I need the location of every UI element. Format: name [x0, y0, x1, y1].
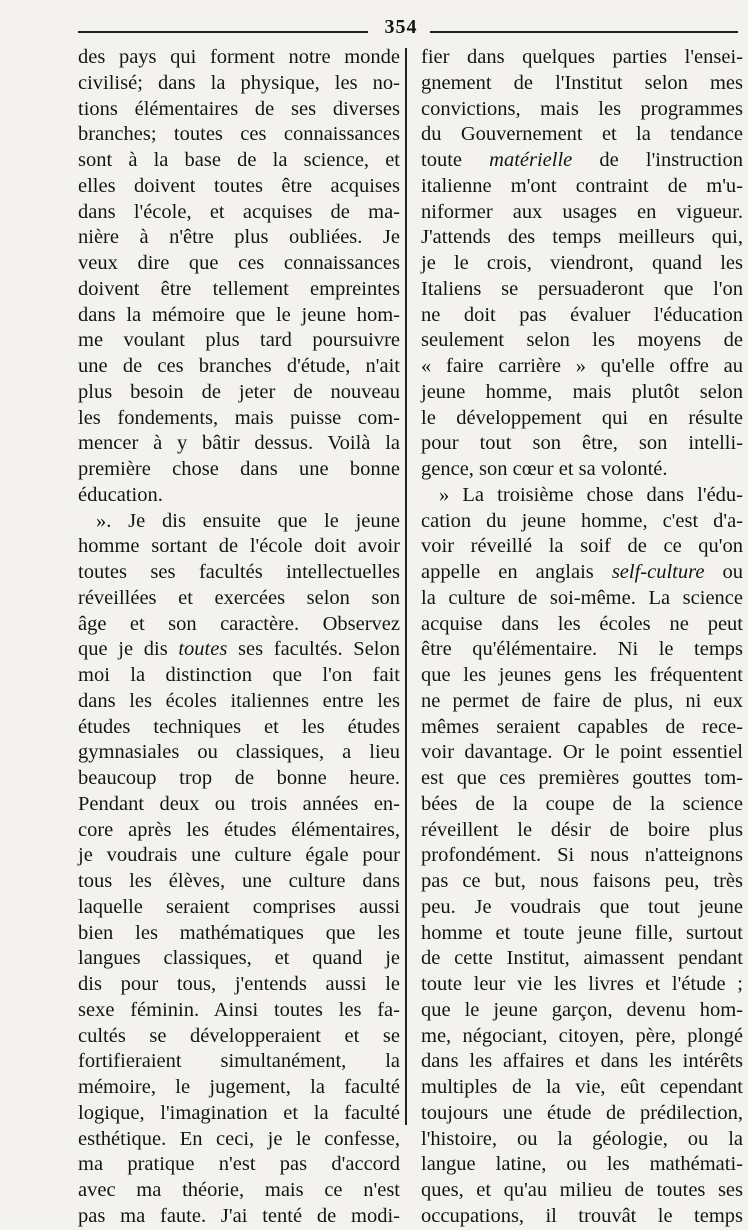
- text-line: gence, son cœur et sa volonté.: [421, 458, 668, 480]
- text-line: je voudrais une culture égale pour: [78, 844, 400, 867]
- text-line: fortifieraient simultanément, la: [78, 1050, 400, 1073]
- text-line: je le crois, viendront, quand les: [421, 252, 743, 274]
- text-line: jeune homme, mais plutôt selon: [421, 380, 743, 403]
- text-line: première chose dans une bonne: [78, 458, 400, 480]
- text-line: cation du jeune homme, c'est d'a-: [421, 509, 743, 532]
- text-line: dans la mémoire que le jeune hom-: [78, 303, 400, 326]
- text-line: J'attends des temps meilleurs qui,: [421, 226, 743, 249]
- left-text-column: [78, 45, 400, 1230]
- text-line: me, négociant, citoyen, père, plongé: [421, 1024, 743, 1047]
- text-line: dans l'école, et acquises de ma-: [78, 200, 400, 223]
- text-line: tions élémentaires de ses diverses: [78, 97, 400, 120]
- text-line: études techniques et les études: [78, 715, 400, 738]
- text-line: plus besoin de jeter de nouveau: [78, 380, 400, 403]
- text-line: que je dis toutes ses facultés. Selon: [78, 638, 400, 661]
- text-line: laquelle seraient comprises aussi: [78, 895, 400, 918]
- text-line: le développement qui en résulte: [421, 406, 743, 429]
- text-line: doivent être tellement empreintes: [78, 277, 400, 300]
- text-line: ne doit pas évaluer l'éducation: [421, 303, 743, 326]
- text-line: langues classiques, et quand je: [78, 947, 400, 970]
- text-line: pas ma faute. J'ai tenté de modi-: [78, 1204, 400, 1227]
- header-rule-left: [78, 31, 368, 33]
- text-line: pour tout son être, son intelli-: [421, 432, 743, 455]
- text-line: niformer aux usages en vigueur.: [421, 200, 743, 223]
- text-line: dis pour tous, j'entends aussi le: [78, 973, 400, 995]
- text-line: esthétique. En ceci, je le confesse,: [78, 1127, 400, 1150]
- text-line: que le jeune garçon, devenu hom-: [421, 998, 743, 1021]
- text-line: être qu'élémentaire. Ni le temps: [421, 638, 743, 661]
- text-line: tous les élèves, une culture dans: [78, 870, 400, 892]
- text-line: branches; toutes ces connaissances: [78, 123, 400, 146]
- text-line: gnement de l'Institut selon mes: [421, 71, 743, 94]
- text-line: bien les mathématiques que les: [78, 921, 400, 944]
- text-line: du Gouvernement et la tendance: [421, 123, 743, 146]
- text-line: logique, l'imagination et la faculté: [78, 1101, 400, 1124]
- text-line: ». Je dis ensuite que le jeune: [96, 509, 400, 532]
- text-line: âge et son caractère. Observez: [78, 612, 400, 635]
- text-line: langue latine, ou les mathémati-: [421, 1153, 743, 1176]
- text-line: fier dans quelques parties l'ensei-: [421, 46, 743, 68]
- text-line: réveillées et exercées selon son: [78, 586, 400, 609]
- text-line: ne permet de faire de plus, ni eux: [421, 689, 743, 712]
- text-line: profondément. Si nous n'atteignons: [421, 844, 743, 867]
- page-header: [78, 10, 738, 40]
- column-divider: [405, 48, 407, 1125]
- text-line: elles doivent toutes être acquises: [78, 174, 400, 197]
- text-line: homme et toute jeune fille, surtout: [421, 921, 743, 944]
- text-line: ques, et qu'au milieu de toutes ses: [421, 1179, 743, 1201]
- text-line: occupations, il trouvât le temps: [421, 1204, 743, 1227]
- text-line: une de ces branches d'étude, n'ait: [78, 355, 400, 377]
- text-line: avec ma théorie, mais ce n'est: [78, 1179, 400, 1201]
- text-line: mencer à y bâtir dessus. Voilà la: [78, 432, 400, 455]
- text-line: éducation.: [78, 483, 163, 506]
- text-line: toute leur vie les livres et l'étude ;: [421, 973, 743, 995]
- text-line: la culture de soi-même. La science: [421, 586, 743, 609]
- text-line: veux dire que ces connaissances: [78, 252, 400, 274]
- text-line: italienne m'ont contraint de m'u-: [421, 174, 743, 197]
- text-line: civilisé; dans la physique, les no-: [78, 71, 400, 94]
- header-rule-right: [430, 31, 738, 33]
- text-line: me voulant plus tard poursuivre: [78, 329, 400, 352]
- text-line: gymnasiales ou classiques, a lieu: [78, 741, 400, 764]
- text-line: moi la distinction que l'on fait: [78, 664, 400, 686]
- text-line: réveillent le désir de boire plus: [421, 818, 743, 841]
- right-text-column: [421, 45, 743, 1230]
- text-line: voir davantage. Or le point essentiel: [421, 741, 743, 764]
- text-line: dans les écoles italiennes entre les: [78, 689, 400, 712]
- text-line: toute matérielle de l'instruction: [421, 149, 743, 171]
- text-line: core après les études élémentaires,: [78, 818, 400, 841]
- text-line: des pays qui forment notre monde: [78, 46, 400, 68]
- text-line: homme sortant de l'école doit avoir: [78, 535, 400, 558]
- text-line: les fondements, mais puisse com-: [78, 406, 400, 429]
- text-line: cultés se développeraient et se: [78, 1024, 400, 1047]
- text-line: mêmes seraient capables de rece-: [421, 715, 743, 738]
- text-line: voir réveillé la soif de ce qu'on: [421, 535, 743, 558]
- text-line: mémoire, le jugement, la faculté: [78, 1076, 400, 1098]
- text-line: Italiens se persuaderont que l'on: [421, 277, 743, 300]
- text-line: beaucoup trop de bonne heure.: [78, 767, 400, 789]
- text-line: convictions, mais les programmes: [421, 97, 743, 120]
- text-line: ma pratique n'est pas d'accord: [78, 1153, 400, 1176]
- text-line: toutes ses facultés intellectuelles: [78, 561, 400, 583]
- text-line: bées de la coupe de la science: [421, 792, 743, 815]
- text-line: Pendant deux ou trois années en-: [78, 792, 400, 815]
- text-line: acquise dans les écoles ne peut: [421, 612, 743, 635]
- page-number: 354: [384, 16, 418, 38]
- text-line: est que ces premières gouttes tom-: [421, 767, 743, 789]
- text-line: que les jeunes gens les fréquentent: [421, 664, 743, 686]
- text-line: appelle en anglais self-culture ou: [421, 561, 744, 583]
- text-line: « faire carrière » qu'elle offre au: [421, 355, 743, 377]
- text-line: sexe féminin. Ainsi toutes les fa-: [78, 998, 400, 1021]
- text-line: toujours une étude de prédilection,: [421, 1101, 743, 1124]
- text-line: de cette Institut, aimassent pendant: [421, 947, 743, 970]
- text-line: pas ce but, nous faisons peu, très: [421, 870, 743, 892]
- text-line: sont à la base de la science, et: [78, 149, 400, 171]
- text-line: multiples de la vie, eût cependant: [421, 1076, 743, 1098]
- text-line: seulement selon les moyens de: [421, 329, 743, 352]
- text-line: dans les affaires et dans les intérêts: [421, 1050, 743, 1073]
- text-line: nière à n'être plus oubliées. Je: [78, 226, 400, 249]
- text-line: l'histoire, ou la géologie, ou la: [421, 1127, 743, 1150]
- text-line: » La troisième chose dans l'édu-: [439, 483, 743, 506]
- text-line: peu. Je voudrais que tout jeune: [421, 895, 743, 918]
